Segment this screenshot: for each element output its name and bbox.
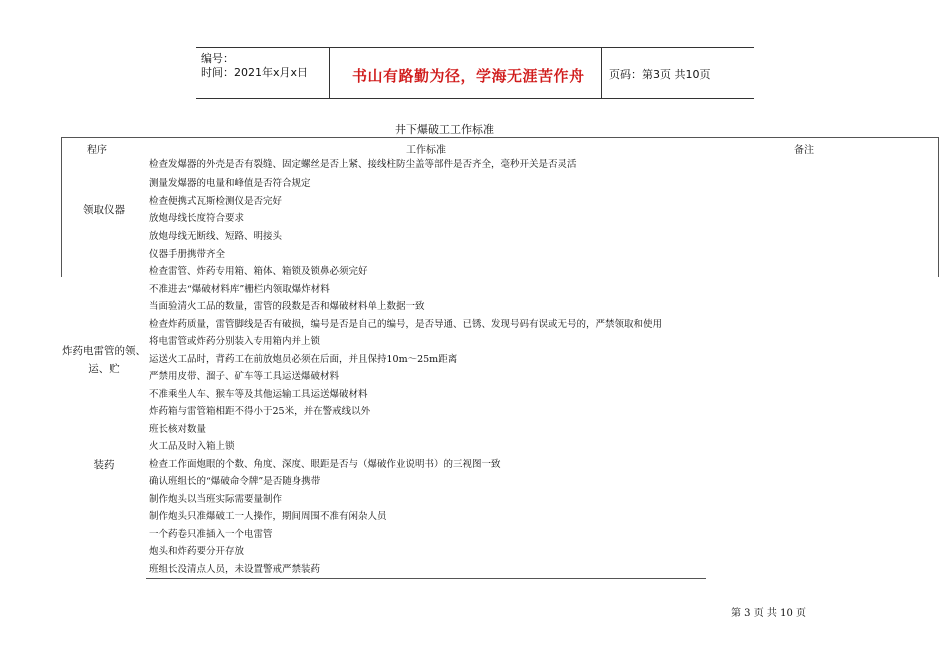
header-divider-left: [329, 48, 330, 98]
list-item: 班长核对数量: [149, 424, 207, 435]
list-item: 火工品及时入箱上锁: [149, 441, 235, 452]
list-item: 将电雷管或炸药分别装入专用箱内并上锁: [149, 336, 321, 347]
time-label: 时间：2021年x月x日: [201, 66, 309, 79]
list-item: 炮头和炸药要分开存放: [149, 546, 245, 557]
column-header-standard: 工作标准: [406, 145, 446, 156]
procedure-name-explosives-handling: 炸药电雷管的领、 运、贮: [62, 345, 146, 375]
list-item: 一个药卷只准插入一个电雷管: [149, 529, 273, 540]
list-item: 测量发爆器的电量和峰值是否符合规定: [149, 178, 311, 189]
table-right-border: [938, 137, 939, 277]
list-item: 放炮母线无断线、短路、明接头: [149, 231, 283, 242]
table-top-border: [61, 137, 939, 138]
list-item: 运送火工品时，背药工在前放炮员必须在后面，并且保持10m～25m距离: [149, 354, 458, 365]
list-item: 班组长没清点人员，未设置警戒严禁装药: [149, 564, 321, 575]
list-item: 检查雷管、炸药专用箱、箱体、箱锁及锁鼻必须完好: [149, 266, 368, 277]
list-item: 不准乘坐人车、猴车等及其他运输工具运送爆破材料: [149, 389, 368, 400]
list-item: 炸药箱与雷管箱相距不得小于25米，并在警戒线以外: [149, 406, 371, 417]
column-header-procedure: 程序: [87, 145, 107, 156]
list-item: 制作炮头以当班实际需要量制作: [149, 494, 283, 505]
list-item: 制作炮头只准爆破工一人操作，期间周围不准有闲杂人员: [149, 511, 387, 522]
header-divider-right: [601, 48, 602, 98]
procedure-name-receive-instruments: 领取仪器: [83, 204, 125, 216]
procedure-name-charging: 装药: [93, 459, 115, 471]
table-bottom-border: [146, 578, 706, 579]
list-item: 检查工作面炮眼的个数、角度、深度、眼距是否与（爆破作业说明书）的三视图一致: [149, 459, 501, 470]
list-item: 检查便携式瓦斯检测仪是否完好: [149, 196, 283, 207]
list-item: 检查发爆器的外壳是否有裂缝、固定螺丝是否上紧、接线柱防尘盖等部件是否齐全，毫秒开关是否灵活: [149, 159, 577, 170]
footer-page-number: 第 3 页 共 10 页: [731, 608, 806, 619]
list-item: 严禁用皮带、溜子、矿车等工具运送爆破材料: [149, 371, 340, 382]
serial-label: 编号：: [201, 52, 234, 65]
list-item: 仪器手册携带齐全: [149, 249, 226, 260]
list-item: 不准进去“爆破材料库”栅栏内领取爆炸材料: [149, 284, 330, 295]
motto-text: 书山有路勤为径，学海无涯苦作舟: [352, 67, 585, 85]
document-title: 井下爆破工工作标准: [395, 123, 494, 136]
column-header-remark: 备注: [794, 145, 814, 156]
list-item: 检查炸药质量，雷管脚线是否有破损，编号是否是自己的编号，是否导通、已锈、发现号码有误或无号的，严禁领取和使用: [149, 319, 663, 330]
list-item: 当面验清火工品的数量，雷管的段数是否和爆破材料单上数据一致: [149, 301, 425, 312]
page-label: 页码：第3页 共10页: [609, 68, 711, 81]
list-item: 确认班组长的“爆破命令牌”是否随身携带: [149, 476, 321, 487]
list-item: 放炮母线长度符合要求: [149, 213, 245, 224]
